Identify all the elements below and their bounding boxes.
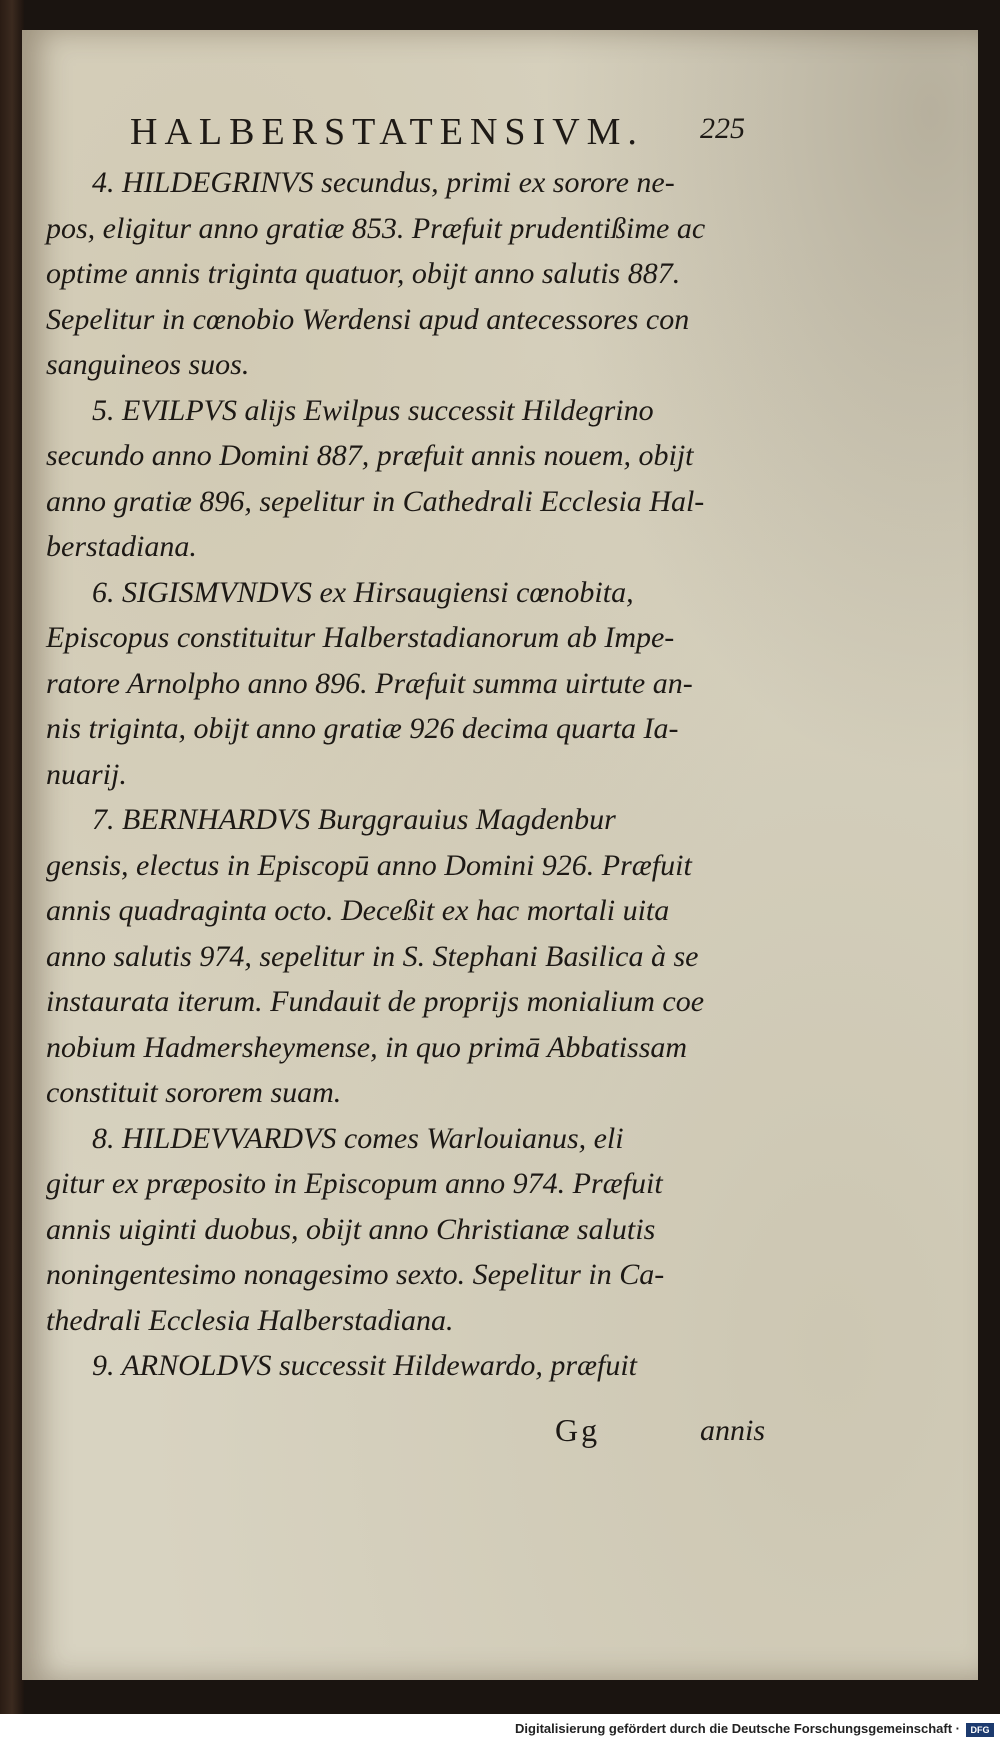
text-line: annis quadraginta octo. Deceßit ex hac mortali uita [46, 894, 670, 927]
text-line: anno salutis 974, sepelitur in S. Stephani Basilica à se [46, 939, 699, 973]
text-line: pos, eligitur anno gratiæ 853. Præfuit prudentißime ac [46, 211, 706, 245]
text-line: constituit sororem suam. [46, 1076, 342, 1109]
catchword-line [555, 1412, 765, 1460]
text-line: annis uiginti duobus, obijt anno Christianæ salutis [46, 1212, 656, 1246]
text-line: Sepelitur in cœnobio Werdensi apud antecessores con [46, 302, 690, 336]
page-number: 225 [700, 112, 745, 145]
digitization-footer [0, 1714, 1000, 1742]
dfg-logo-icon: DFG [966, 1723, 994, 1737]
text-line: nis triginta, obijt anno gratiæ 926 decima quarta Ia- [46, 712, 679, 745]
text-line: instaurata iterum. Fundauit de proprijs monialium coe [46, 985, 705, 1018]
text-line: nobium Hadmersheymense, in quo primā Abbatissam [46, 1030, 688, 1064]
text-line: thedrali Ecclesia Halberstadiana. [46, 1303, 454, 1337]
text-line: secundo anno Domini 887, præfuit annis nouem, obijt [46, 439, 694, 472]
body-text [46, 160, 766, 1389]
text-line: 4. HILDEGRINVS secundus, primi ex sorore ne- [92, 166, 675, 199]
text-line: 9. ARNOLDVS successit Hildewardo, præfuit [92, 1349, 638, 1382]
text-line: nuarij. [46, 757, 127, 791]
text-line: ratore Arnolpho anno 896. Præfuit summa uirtute an- [46, 666, 693, 700]
text-line: 5. EVILPVS alijs Ewilpus successit Hildegrino [92, 393, 654, 427]
text-line: noningentesimo nonagesimo sexto. Sepelitur in Ca- [46, 1258, 665, 1291]
signature-mark: Gg [555, 1412, 601, 1448]
text-line: 8. HILDEVVARDVS comes Warlouianus, eli [92, 1121, 624, 1155]
text-line: sanguineos suos. [46, 348, 250, 381]
text-line: Episcopus constituitur Halberstadianorum ab Impe- [46, 621, 675, 654]
catchword: annis [699, 1414, 765, 1447]
text-line: gensis, electus in Episcopū anno Domini 926. Præfuit [46, 848, 692, 882]
text-line: berstadiana. [46, 530, 197, 563]
funding-credit: Digitalisierung gefördert durch die Deutsche Forschungsgemeinschaft · [515, 1721, 960, 1736]
text-line: optime annis triginta quatuor, obijt anno salutis 887. [46, 257, 681, 290]
text-line: 7. BERNHARDVS Burggrauius Magdenbur [92, 803, 616, 836]
running-head: HALBERSTATENSIVM. [130, 111, 644, 153]
text-line: anno gratiæ 896, sepelitur in Cathedrali Ecclesia Hal- [46, 484, 705, 518]
text-line: gitur ex præposito in Episcopum anno 974. Præfuit [46, 1167, 663, 1200]
book-spine [0, 0, 24, 1742]
text-line: 6. SIGISMVNDVS ex Hirsaugiensi cœnobita, [92, 575, 634, 609]
